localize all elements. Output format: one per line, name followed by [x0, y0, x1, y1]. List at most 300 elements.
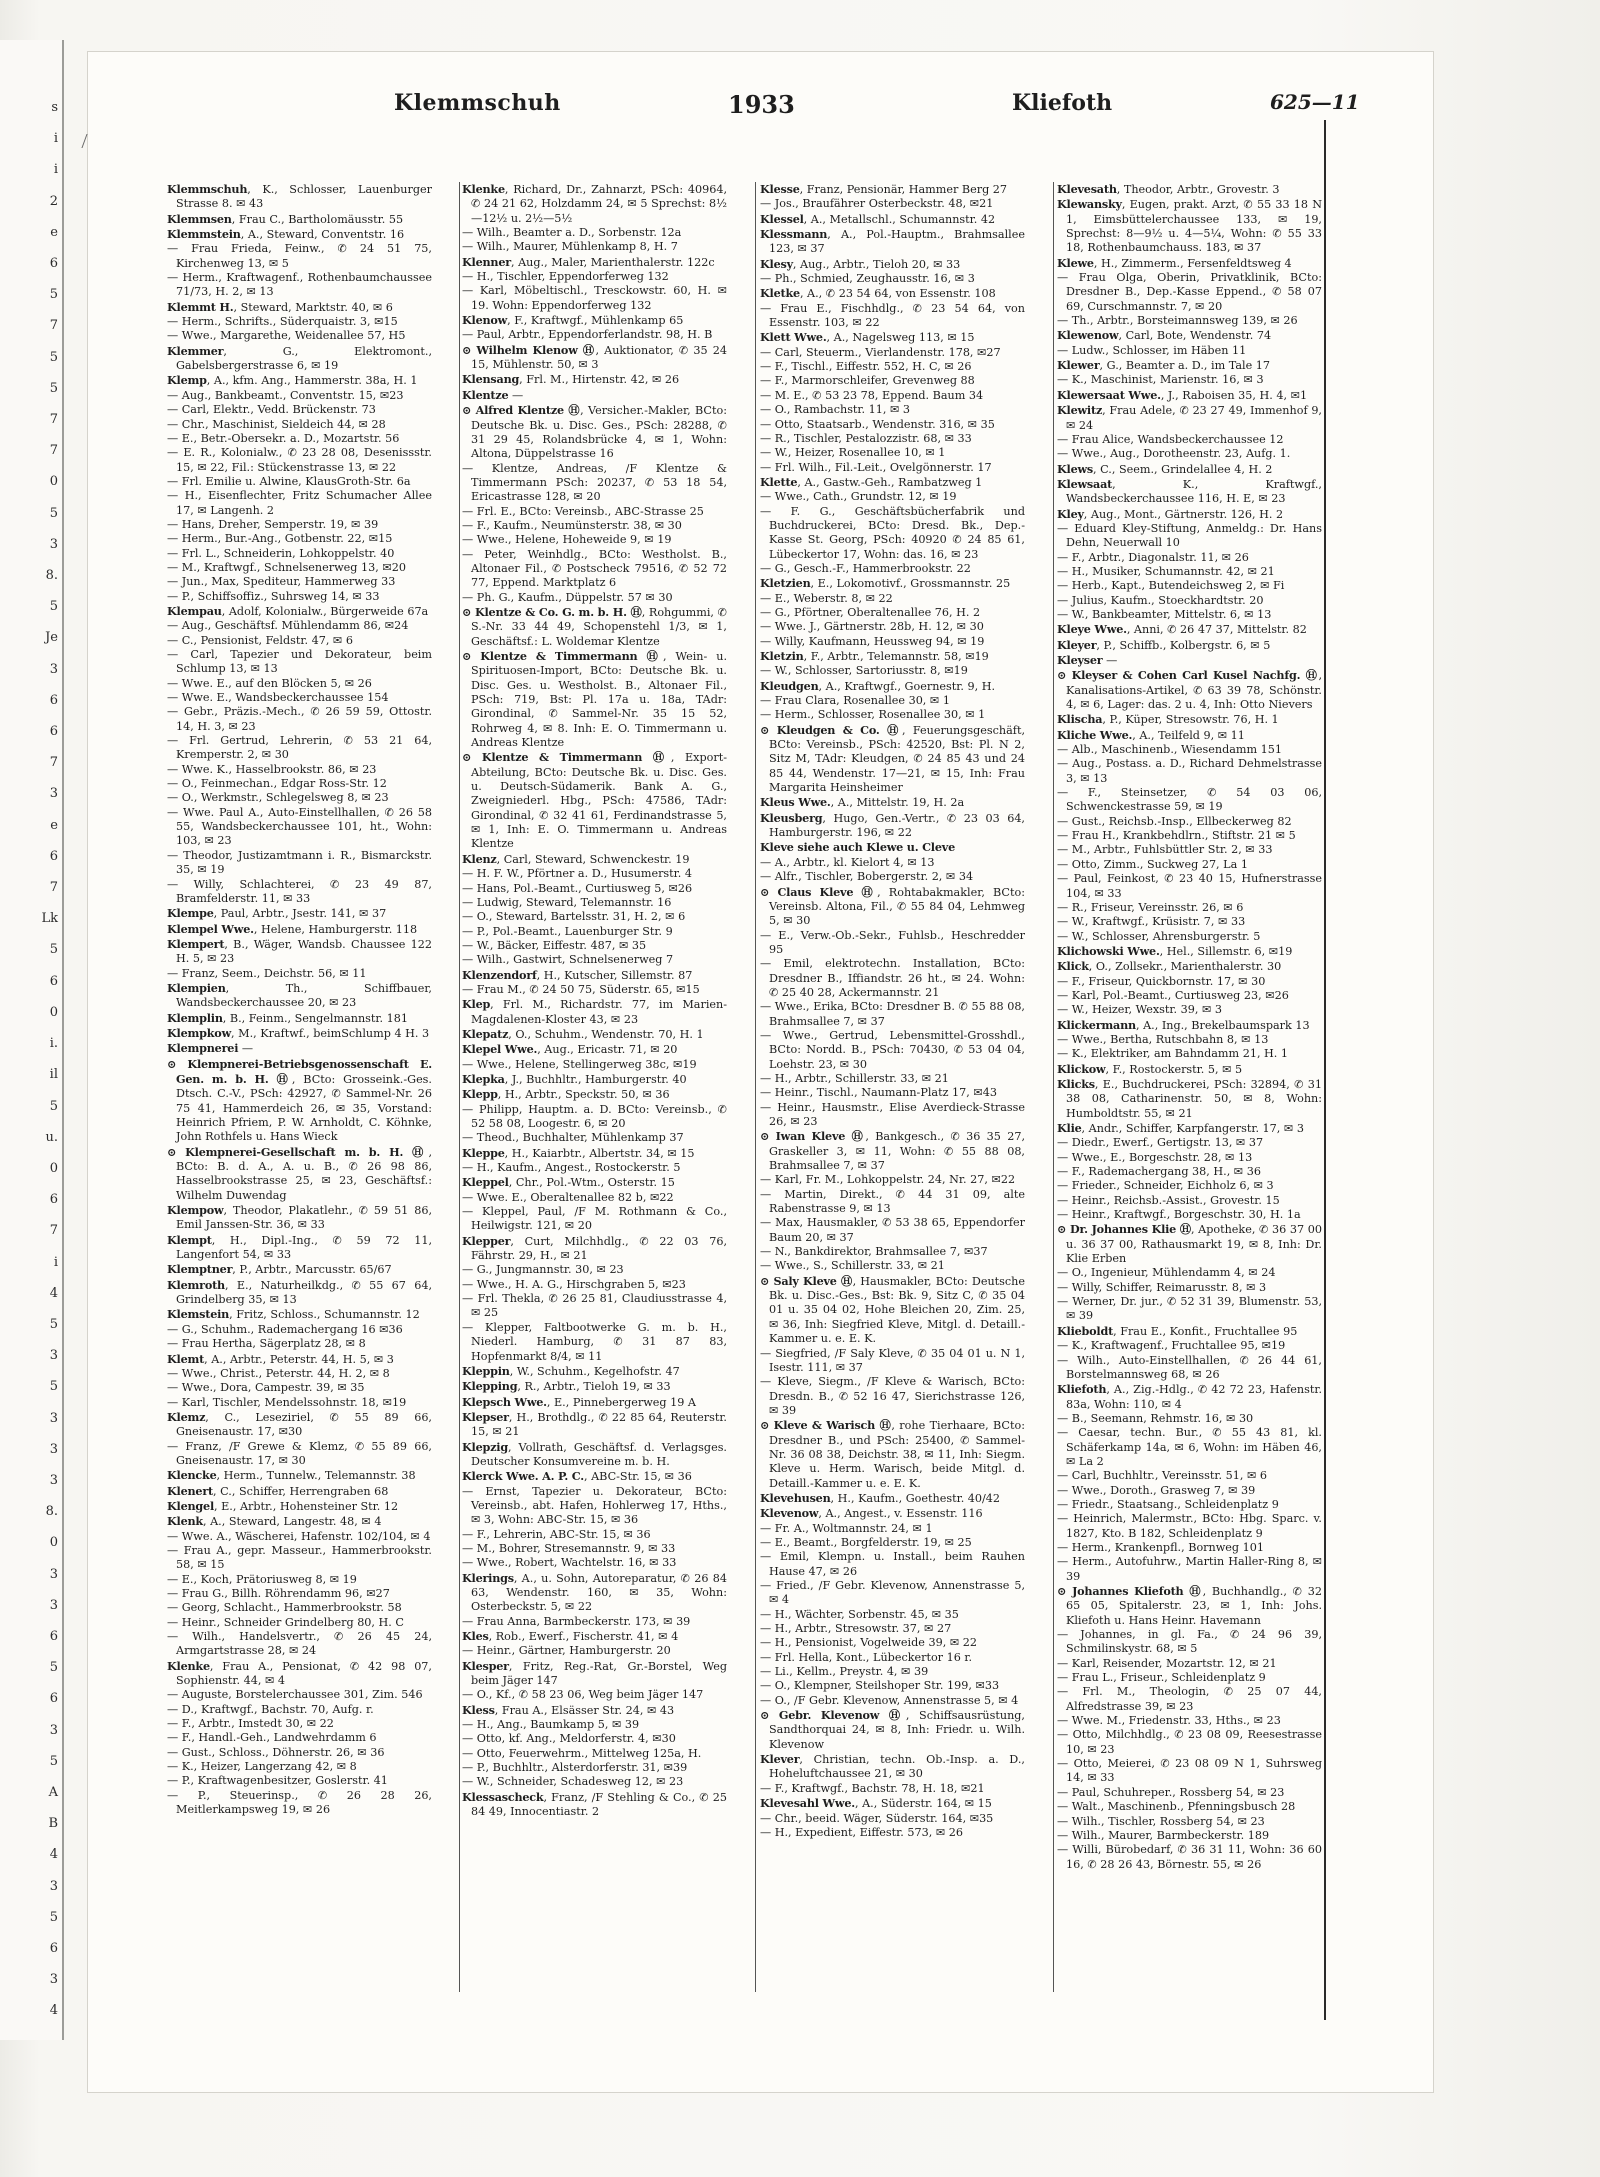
- directory-entry: Klewsaat, K., Kraftwgf., Wandsbeckerchaussee 116, H. E, ✉ 23: [1057, 476, 1322, 506]
- directory-entry: — Peter, Weinhdlg., BCto: Westholst. B., Altonaer Fil., ✆ Postscheck 79516, ✆ 52 72 77, Eppend. Marktplatz 6: [462, 547, 727, 590]
- directory-entry: — Ernst, Tapezier u. Dekorateur, BCto: Vereinsb., abt. Hafen, Hohlerweg 17, Hths., ✉ 3, Wohn: ABC-Str. 15, ✉ 36: [462, 1484, 727, 1527]
- directory-entry: — Karl, Pol.-Beamt., Curtiusweg 23, ✉26: [1057, 988, 1289, 1002]
- directory-entry: — Carl, Tapezier und Dekorateur, beim Schlump 13, ✉ 13: [167, 648, 432, 676]
- margin-fragment: 3: [49, 1472, 58, 1488]
- directory-entry: Klepser, H., Brothdlg., ✆ 22 85 64, Reuterstr. 15, ✉ 21: [462, 1409, 727, 1439]
- directory-entry: — Ph. G., Kaufm., Düppelstr. 57 ✉ 30: [462, 590, 673, 604]
- margin-fragment: Je: [45, 630, 58, 646]
- directory-entry: ⊙ Claus Kleve Ⓗ, Rohtabakmakler, BCto: Vereinsb. Altona, Fil., ✆ 55 84 04, Lehmweg 5, ✉ 30: [760, 884, 1025, 928]
- directory-entry: Klevenow, A., Angest., v. Essenstr. 116: [760, 1506, 983, 1521]
- directory-entry: Klepzig, Vollrath, Geschäftsf. d. Verlagsges. Deutscher Konsumvereine m. b. H.: [462, 1439, 727, 1468]
- directory-entry: — P., Kraftwagenbesitzer, Goslerstr. 41: [167, 1774, 388, 1788]
- directory-entry: — Herm., Schrifts., Süderquaistr. 3, ✉15: [167, 315, 398, 329]
- directory-entry: Klemplin, B., Feinm., Sengelmannstr. 181: [167, 1010, 408, 1025]
- directory-entry: — Frl. L., Schneiderin, Lohkoppelstr. 40: [167, 546, 395, 560]
- margin-fragment: 7: [49, 318, 58, 334]
- directory-entry: — Wilh., Auto-Einstellhallen, ✆ 26 44 61, Borstelmannsweg 68, ✉ 26: [1057, 1353, 1322, 1381]
- directory-entry: — Li., Kellm., Preystr. 4, ✉ 39: [760, 1665, 929, 1679]
- directory-entry: — A., Arbtr., kl. Kielort 4, ✉ 13: [760, 855, 935, 869]
- margin-fragment: 6: [49, 848, 58, 864]
- directory-entry: — O., Feinmechan., Edgar Ross-Str. 12: [167, 777, 387, 791]
- margin-fragment: 3: [49, 1878, 58, 1894]
- directory-entry: — G., Schuhm., Rademachergang 16 ✉36: [167, 1322, 403, 1336]
- directory-entry: Klett Wwe., A., Nagelsweg 113, ✉ 15: [760, 330, 975, 345]
- directory-column-4: [1057, 182, 1322, 1992]
- directory-entry: — O., Kf., ✆ 58 23 06, Weg beim Jäger 147: [462, 1688, 704, 1702]
- directory-entry: — Aug., Postass. a. D., Richard Dehmelstrasse 3, ✉ 13: [1057, 757, 1322, 785]
- directory-entry: — Kleppel, Paul, /F M. Rothmann & Co., Heilwigstr. 121, ✉ 20: [462, 1205, 727, 1233]
- directory-entry: — Paul, Feinkost, ✆ 23 40 15, Hufnerstrasse 104, ✉ 33: [1057, 872, 1322, 900]
- directory-entry: — P., Pol.-Beamt., Lauenburger Str. 9: [462, 924, 673, 938]
- directory-entry: — Wwe., Helene, Hoheweide 9, ✉ 19: [462, 533, 672, 547]
- directory-entry: Kletke, A., ✆ 23 54 64, von Essenstr. 108: [760, 286, 996, 301]
- directory-entry: — Willy, Schlachterei, ✆ 23 49 87, Bramfelderstr. 11, ✉ 33: [167, 877, 432, 905]
- directory-entry: — Fried., /F Gebr. Klevenow, Annenstrasse 5, ✉ 4: [760, 1579, 1025, 1607]
- directory-entry: — Th., Arbtr., Borsteimannsweg 139, ✉ 26: [1057, 314, 1298, 328]
- directory-entry: Klenow, F., Kraftwgf., Mühlenkamp 65: [462, 313, 684, 328]
- directory-entry: — Otto, kf. Ang., Meldorferstr. 4, ✉30: [462, 1732, 676, 1746]
- directory-entry: Klenzendorf, H., Kutscher, Sillemstr. 87: [462, 967, 693, 982]
- directory-entry: Klensang, Frl. M., Hirtenstr. 42, ✉ 26: [462, 372, 680, 387]
- directory-entry: — Julius, Kaufm., Stoeckhardtstr. 20: [1057, 593, 1264, 607]
- directory-entry: Klie, Andr., Schiffer, Karpfangerstr. 17, ✉ 3: [1057, 1121, 1304, 1135]
- directory-entry: — Wwe., S., Schillerstr. 33, ✉ 21: [760, 1259, 945, 1273]
- margin-fragment: 7: [49, 1223, 58, 1239]
- margin-fragment: 6: [49, 1940, 58, 1956]
- directory-entry: Klempel Wwe., Helene, Hamburgerstr. 118: [167, 921, 418, 936]
- margin-fragment: 4: [49, 1847, 58, 1863]
- margin-fragment: Lk: [41, 911, 58, 927]
- directory-entry: — O., Steward, Bartelsstr. 31, H. 2, ✉ 6: [462, 910, 686, 924]
- column-divider: [755, 182, 756, 1992]
- directory-entry: — Alfr., Tischler, Bobergerstr. 2, ✉ 34: [760, 870, 974, 884]
- directory-entry: — Frl. Gertrud, Lehrerin, ✆ 53 21 64, Kremperstr. 2, ✉ 30: [167, 734, 432, 762]
- directory-entry: — Carl, Buchhltr., Vereinsstr. 51, ✉ 6: [1057, 1469, 1268, 1483]
- directory-entry: — O., Klempner, Steilshoper Str. 199, ✉33: [760, 1679, 1000, 1693]
- directory-entry: Klepsch Wwe., E., Pinnebergerweg 19 A: [462, 1394, 697, 1409]
- directory-entry: Klevesahl Wwe., A., Süderstr. 164, ✉ 15: [760, 1796, 992, 1811]
- directory-entry: Klepp, H., Arbtr., Speckstr. 50, ✉ 36: [462, 1087, 670, 1102]
- directory-entry: — Auguste, Borstelerchaussee 301, Zim. 546: [167, 1688, 423, 1702]
- directory-entry: ⊙ Klempnerei-Betriebsgenossenschaft E. Gen. m. b. H. Ⓗ, BCto: Grosseink.-Ges. Dtsch. C.-V., PSch: 42927, ✆ Sammel-Nr. 26 75 41, Hammerdeich 26, ✉ 35, Vorstand: Heinrich Pfriem, P. W. Arnholdt, C. Köhnke, John Rothfels u. Hans Wieck: [167, 1056, 432, 1144]
- directory-entry: — Klentze, Andreas, /F Klentze & Timmermann PSch: 20237, ✆ 53 18 54, Ericastrasse 128, ✉ 20: [462, 461, 727, 504]
- directory-entry: ⊙ Kleyser & Cohen Carl Kusel Nachfg. Ⓗ, Kanalisations-Artikel, ✆ 63 39 78, Schönstr. 4, ✉ 6, Lager: das. 2 u. 4, Inh: Otto Nievers: [1057, 668, 1322, 712]
- directory-entry: Kley, Aug., Mont., Gärtnerstr. 126, H. 2: [1057, 506, 1284, 521]
- directory-entry: Klempien, Th., Schiffbauer, Wandsbeckerchaussee 20, ✉ 23: [167, 980, 432, 1010]
- directory-entry: — Frau Frieda, Feinw., ✆ 24 51 75, Kirchenweg 13, ✉ 5: [167, 242, 432, 270]
- margin-fragment: s: [51, 100, 58, 115]
- directory-entry: — Johannes, in gl. Fa., ✆ 24 96 39, Schmilinskystr. 68, ✉ 5: [1057, 1628, 1322, 1656]
- directory-entry: — H., Arbtr., Stresowstr. 37, ✉ 27: [760, 1622, 952, 1636]
- directory-entry: — Fr. A., Woltmannstr. 24, ✉ 1: [760, 1521, 933, 1535]
- directory-entry: Klemroth, E., Naturheilkdg., ✆ 55 67 64, Grindelberg 35, ✉ 13: [167, 1277, 432, 1307]
- directory-entry: Klessmann, A., Pol.-Hauptm., Brahmsallee 123, ✉ 37: [760, 227, 1025, 256]
- margin-fragment: 7: [49, 412, 58, 428]
- directory-entry: — Theodor, Justizamtmann i. R., Bismarckstr. 35, ✉ 19: [167, 848, 432, 877]
- directory-entry: — Wilh., Maurer, Mühlenkamp 8, H. 7: [462, 240, 678, 254]
- directory-entry: — R., Tischler, Pestalozzistr. 68, ✉ 33: [760, 431, 972, 445]
- directory-entry: — O., Rambachstr. 11, ✉ 3: [760, 403, 911, 417]
- directory-entry: — M., Arbtr., Fuhlsbüttler Str. 2, ✉ 33: [1057, 843, 1273, 857]
- directory-entry: — Heinr., Tischl., Naumann-Platz 17, ✉43: [760, 1086, 998, 1100]
- directory-entry: — Karl, Fr. M., Lohkoppelstr. 24, Nr. 27, ✉22: [760, 1173, 1016, 1187]
- directory-entry: — Frl. Thekla, ✆ 26 25 81, Claudiusstrasse 4, ✉ 25: [462, 1292, 727, 1320]
- directory-entry: — E., Koch, Prätoriusweg 8, ✉ 19: [167, 1572, 357, 1586]
- directory-entry: — Emil, Klempn. u. Install., beim Rauhen Hause 47, ✉ 26: [760, 1550, 1025, 1578]
- directory-entry: Klicks, E., Buchdruckerei, PSch: 32894, ✆ 31 38 08, Catharinenstr. 50, ✉ 8, Wohn: Humboldtstr. 55, ✉ 21: [1057, 1076, 1322, 1120]
- directory-entry: — Wwe., Aug., Dorotheenstr. 23, Aufg. 1.: [1057, 447, 1291, 461]
- directory-entry: — F., Tischl., Eiffestr. 552, H. C, ✉ 26: [760, 360, 972, 374]
- directory-entry: — Frau E., Fischhdlg., ✆ 23 54 64, von Essenstr. 103, ✉ 22: [760, 301, 1025, 330]
- directory-column-2: [462, 182, 727, 1992]
- margin-fragment: 0: [49, 474, 58, 490]
- directory-entry: — F., Handl.-Geh., Landwehrdamm 6: [167, 1731, 377, 1745]
- directory-entry: — Kleve, Siegm., /F Kleve & Warisch, BCto: Dresdn. B., ✆ 52 16 47, Sierichstrasse 126, ✉ 39: [760, 1375, 1025, 1417]
- directory-entry: — Heinr., Gärtner, Hamburgerstr. 20: [462, 1644, 671, 1658]
- directory-entry: — K., Elektriker, am Bahndamm 21, H. 1: [1057, 1047, 1289, 1061]
- directory-entry: — Franz, /F Grewe & Klemz, ✆ 55 89 66, Gneisenaustr. 17, ✉ 30: [167, 1439, 432, 1467]
- directory-entry: — Herm., Bur.-Ang., Gotbenstr. 22, ✉15: [167, 532, 393, 546]
- directory-entry: — K., Kraftwagenf., Fruchtallee 95, ✉19: [1057, 1339, 1286, 1353]
- directory-entry: Kliche Wwe., A., Teilfeld 9, ✉ 11: [1057, 727, 1245, 742]
- margin-fragment: 5: [49, 1909, 58, 1925]
- directory-entry: — Karl, Reisender, Mozartstr. 12, ✉ 21: [1057, 1656, 1277, 1670]
- directory-entry: — E., Weberstr. 8, ✉ 22: [760, 591, 893, 605]
- directory-entry: — Wwe. K., Hasselbrookstr. 86, ✉ 23: [167, 762, 377, 776]
- directory-entry: Klemstein, Fritz, Schloss., Schumannstr. 12: [167, 1307, 420, 1322]
- directory-entry: Klenner, Aug., Maler, Marienthalerstr. 122c: [462, 254, 715, 269]
- directory-entry: — Frl. Hella, Kont., Lübeckertor 16 r.: [760, 1650, 973, 1664]
- directory-entry: Klenke, Richard, Dr., Zahnarzt, PSch: 40964, ✆ 24 21 62, Holzdamm 24, ✉ 5 Sprechst: 8½—12½ u. 2½—5½: [462, 182, 727, 225]
- directory-entry: — Wilh., Handelsvertr., ✆ 26 45 24, Armgartstrasse 28, ✉ 24: [167, 1630, 432, 1658]
- directory-entry: — E. R., Kolonialw., ✆ 23 28 08, Desenissstr. 15, ✉ 22, Fil.: Stückenstrasse 13, ✉ 22: [167, 446, 432, 474]
- margin-fragment: 7: [49, 755, 58, 771]
- directory-entry: Klesper, Fritz, Reg.-Rat, Gr.-Borstel, Weg beim Jäger 147: [462, 1658, 727, 1688]
- directory-entry: Klieboldt, Frau E., Konfit., Fruchtallee 95: [1057, 1323, 1298, 1338]
- directory-entry: — Karl, Tischler, Mendelssohnstr. 18, ✉19: [167, 1395, 407, 1409]
- directory-entry: Klevesath, Theodor, Arbtr., Grovestr. 3: [1057, 182, 1280, 196]
- directory-entry: Klemmt H., Steward, Marktstr. 40, ✉ 6: [167, 299, 393, 314]
- directory-entry: Kletzin, F., Arbtr., Telemannstr. 58, ✉19: [760, 649, 989, 663]
- directory-entry: — H., Eisenflechter, Fritz Schumacher Allee 17, ✉ Langenh. 2: [167, 489, 432, 517]
- directory-entry: — Paul, Arbtr., Eppendorferlandstr. 98, H. B: [462, 328, 713, 342]
- margin-fragment: 5: [49, 1098, 58, 1114]
- directory-entry: Klewersaat Wwe., J., Raboisen 35, H. 4, ✉1: [1057, 387, 1308, 402]
- directory-entry: — Wwe., E., Borgeschstr. 28, ✉ 13: [1057, 1150, 1253, 1164]
- directory-entry: — E., Betr.-Obersekr. a. D., Mozartstr. 56: [167, 431, 400, 445]
- margin-fragment: i: [53, 131, 58, 147]
- directory-entry: — K., Maschinist, Marienstr. 16, ✉ 3: [1057, 373, 1264, 387]
- directory-entry: Klepping, R., Arbtr., Tieloh 19, ✉ 33: [462, 1379, 671, 1394]
- directory-entry: Klemmer, G., Elektromont., Gabelsbergerstrasse 6, ✉ 19: [167, 343, 432, 373]
- directory-entry: Kleus Wwe., A., Mittelstr. 19, H. 2a: [760, 795, 965, 810]
- directory-entry: — Wilh., Tischler, Rossberg 54, ✉ 23: [1057, 1814, 1265, 1828]
- directory-entry: Klemmschuh, K., Schlosser, Lauenburger Strasse 8. ✉ 43: [167, 182, 432, 211]
- directory-entry: — F., Steinsetzer, ✆ 54 03 06, Schwenckestrasse 59, ✉ 19: [1057, 786, 1322, 814]
- directory-entry: Kletzien, E., Lokomotivf., Grossmannstr. 25: [760, 576, 1011, 591]
- directory-entry: — Chr., beeid. Wäger, Süderstr. 164, ✉35: [760, 1811, 994, 1825]
- directory-entry: — Wwe. A., Wäscherei, Hafenstr. 102/104, ✉ 4: [167, 1529, 431, 1543]
- directory-entry: Klerck Wwe. A. P. C., ABC-Str. 15, ✉ 36: [462, 1469, 692, 1484]
- directory-entry: — Caesar, techn. Bur., ✆ 55 43 81, kl. Schäferkamp 14a, ✉ 6, Wohn: im Häben 46, ✉ La 2: [1057, 1426, 1322, 1468]
- directory-entry: Klempkow, M., Kraftwf., beimSchlump 4 H. 3: [167, 1025, 430, 1040]
- directory-entry: — W., Bankbeamter, Mittelstr. 6, ✉ 13: [1057, 607, 1272, 621]
- directory-entry: — Heinr., Reichsb.-Assist., Grovestr. 15: [1057, 1193, 1280, 1207]
- directory-entry: Klews, C., Seem., Grindelallee 4, H. 2: [1057, 461, 1273, 476]
- directory-entry: Klessascheck, Franz, /F Stehling & Co., ✆ 25 84 49, Innocentiastr. 2: [462, 1789, 727, 1819]
- directory-entry: — Wwe., Bertha, Rutschbahn 8, ✉ 13: [1057, 1032, 1269, 1046]
- directory-entry: Klepka, J., Buchhltr., Hamburgerstr. 40: [462, 1071, 687, 1086]
- directory-entry: Kleye Wwe., Anni, ✆ 26 47 37, Mittelstr. 82: [1057, 622, 1307, 637]
- directory-entry: Kliefoth, A., Zig.-Hdlg., ✆ 42 72 23, Hafenstr. 83a, Wohn: 110, ✉ 4: [1057, 1382, 1322, 1411]
- directory-entry: — Frau A., gepr. Masseur., Hammerbrookstr. 58, ✉ 15: [167, 1543, 432, 1572]
- directory-entry: — Aug., Bankbeamt., Conventstr. 15, ✉23: [167, 388, 404, 402]
- directory-entry: — W., Heizer, Rosenallee 10, ✉ 1: [760, 446, 946, 460]
- directory-entry: — Martin, Direkt., ✆ 44 31 09, alte Rabenstrasse 9, ✉ 13: [760, 1187, 1025, 1216]
- directory-entry: — Herm., Schlosser, Rosenallee 30, ✉ 1: [760, 708, 986, 722]
- directory-entry: — O., /F Gebr. Klevenow, Annenstrasse 5, ✉ 4: [760, 1693, 1019, 1707]
- margin-fragment: 5: [49, 380, 58, 396]
- directory-entry: — M. E., ✆ 53 23 78, Eppend. Baum 34: [760, 388, 984, 402]
- directory-entry: — F., Arbtr., Diagonalstr. 11, ✉ 26: [1057, 550, 1249, 564]
- directory-entry: Klep, Frl. M., Richardstr. 77, im Marien-Magdalenen-Kloster 43, ✉ 23: [462, 997, 727, 1026]
- directory-entry: — Wilh., Maurer, Barmbeckerstr. 189: [1057, 1828, 1270, 1842]
- directory-entry: — Frieder., Schneider, Eichholz 6, ✉ 3: [1057, 1179, 1274, 1193]
- margin-fragment: 6: [49, 1628, 58, 1644]
- margin-fragment: 0: [49, 1160, 58, 1176]
- directory-entry: Klewitz, Frau Adele, ✆ 23 27 49, Immenhof 9, ✉ 24: [1057, 403, 1322, 432]
- page-header: [312, 90, 1360, 130]
- directory-entry: ⊙ Iwan Kleve Ⓗ, Bankgesch., ✆ 36 35 27, Graskeller 3, ✉ 11, Wohn: ✆ 55 88 08, Brahmsallee 7, ✉ 37: [760, 1129, 1025, 1173]
- directory-entry: — Wwe. Paul A., Auto-Einstellhallen, ✆ 26 58 55, Wandsbeckerchaussee 101, ht., Wohn: 103, ✉ 23: [167, 805, 432, 848]
- directory-entry: Klempow, Theodor, Plakatlehr., ✆ 59 51 86, Emil Janssen-Str. 36, ✉ 33: [167, 1203, 432, 1232]
- directory-entry: — Alb., Maschinenb., Wiesendamm 151: [1057, 743, 1283, 757]
- directory-entry: — P., Steuerinsp., ✆ 26 28 26, Meitlerkampsweg 19, ✉ 26: [167, 1788, 432, 1817]
- directory-entry: — F., Friseur, Quickbornstr. 17, ✉ 30: [1057, 974, 1266, 988]
- directory-entry: — Heinrich, Malermstr., BCto: Hbg. Sparc. v. 1827, Kto. B 182, Schleidenplatz 9: [1057, 1512, 1322, 1540]
- directory-entry: ⊙ Wilhelm Klenow Ⓗ, Auktionator, ✆ 35 24 15, Mühlenstr. 50, ✉ 3: [462, 342, 727, 372]
- directory-entry: Kleudgen, A., Kraftwgf., Goernestr. 9, H.: [760, 678, 996, 693]
- directory-entry: Klemmsen, Frau C., Bartholomäusstr. 55: [167, 211, 404, 226]
- margin-fragment: i.: [49, 1036, 58, 1052]
- margin-fragment: il: [49, 1067, 58, 1083]
- margin-fragment: 0: [49, 1004, 58, 1020]
- margin-fragment: 7: [49, 880, 58, 896]
- directory-entry: — Walt., Maschinenb., Pfenningsbusch 28: [1057, 1800, 1296, 1814]
- directory-entry: Klemmstein, A., Steward, Conventstr. 16: [167, 227, 405, 242]
- directory-entry: — H., Wächter, Sorbenstr. 45, ✉ 35: [760, 1607, 959, 1621]
- directory-entry: — W., Bäcker, Eiffestr. 487, ✉ 35: [462, 938, 647, 952]
- margin-fragment: 3: [49, 1972, 58, 1988]
- directory-entry: — Frau H., Krankbehdlrn., Stiftstr. 21 ✉ 5: [1057, 829, 1296, 843]
- directory-entry: — Otto, Milchhdlg., ✆ 23 08 09, Reesestrasse 10, ✉ 23: [1057, 1728, 1322, 1756]
- margin-fragment: 3: [49, 1348, 58, 1364]
- directory-entry: — Frau L., Friseur., Schleidenplatz 9: [1057, 1671, 1266, 1685]
- directory-entry: — K., Heizer, Langerzang 42, ✉ 8: [167, 1760, 357, 1774]
- directory-entry: Klewansky, Eugen, prakt. Arzt, ✆ 55 33 18 N 1, Eimsbüttelerchaussee 133, ✉ 19, Sprechst: 8—9½ u. 4—5¼, Wohn: ✆ 55 33 18, Rothenbaumchauss. 183, ✉ 37: [1057, 197, 1322, 255]
- margin-fragment: 0: [49, 1535, 58, 1551]
- margin-fragment: e: [50, 817, 58, 833]
- directory-entry: — F., Marmorschleifer, Grevenweg 88: [760, 374, 975, 388]
- margin-fragment: 6: [49, 1192, 58, 1208]
- directory-entry: — H., Kaufm., Angest., Rostockerstr. 5: [462, 1161, 681, 1175]
- margin-fragment: 3: [49, 1597, 58, 1613]
- margin-fragment: 4: [49, 2003, 58, 2019]
- directory-entry: — Wwe., Christ., Peterstr. 44, H. 2, ✉ 8: [167, 1366, 390, 1380]
- directory-entry: — M., Kraftwgf., Schnelsenerweg 13, ✉20: [167, 560, 406, 574]
- directory-entry: — Otto, Meierei, ✆ 23 08 09 N 1, Suhrsweg 14, ✉ 33: [1057, 1757, 1322, 1785]
- directory-entry: — Wwe., Doroth., Grasweg 7, ✉ 39: [1057, 1483, 1256, 1497]
- directory-column-3: [760, 182, 1025, 1992]
- directory-entry: Klevehusen, H., Kaufm., Goethestr. 40/42: [760, 1490, 1001, 1505]
- header-page-number: 625—11: [1270, 90, 1360, 114]
- directory-entry: Klichowski Wwe., Hel., Sillemstr. 6, ✉19: [1057, 943, 1293, 958]
- directory-entry: — H., Arbtr., Schillerstr. 33, ✉ 21: [760, 1071, 949, 1085]
- directory-entry: — H., Musiker, Schumannstr. 42, ✉ 21: [1057, 564, 1275, 578]
- directory-entry: — Wwe., Cath., Grundstr. 12, ✉ 19: [760, 490, 957, 504]
- directory-entry: — F., Kraftwgf., Bachstr. 78, H. 18, ✉21: [760, 1781, 985, 1795]
- margin-fragment: 5: [49, 505, 58, 521]
- directory-entry: — Wwe., H. A. G., Hirschgraben 5, ✉23: [462, 1277, 686, 1291]
- directory-entry: Klischa, P., Küper, Stresowstr. 76, H. 1: [1057, 712, 1279, 727]
- directory-entry: — Wwe., Erika, BCto: Dresdner B. ✆ 55 88 08, Brahmsallee 7, ✉ 37: [760, 1000, 1025, 1028]
- directory-entry: — Frau Alice, Wandsbeckerchaussee 12: [1057, 432, 1284, 446]
- directory-entry: ⊙ Dr. Johannes Klie Ⓗ, Apotheke, ✆ 36 37 00 u. 36 37 00, Rathausmarkt 19, ✉ 8, Inh: Dr. Klie Erben: [1057, 1222, 1322, 1266]
- directory-entry: — H., Ang., Baumkamp 5, ✉ 39: [462, 1718, 640, 1732]
- directory-entry: — Otto, Zimm., Suckweg 27, La 1: [1057, 857, 1248, 871]
- margin-fragment: 3: [49, 1410, 58, 1426]
- directory-entry: Klempt, H., Dipl.-Ing., ✆ 59 72 11, Langenfort 54, ✉ 33: [167, 1232, 432, 1262]
- margin-fragment: 8.: [45, 568, 58, 584]
- directory-entry: — O., Werkmstr., Schlegelsweg 8, ✉ 23: [167, 791, 389, 805]
- directory-entry: ⊙ Saly Kleve Ⓗ, Hausmakler, BCto: Deutsche Bk. u. Disc.-Ges., Bst: Bk. 9, Sitz C, ✆ 35 04 01 u. 35 04 02, Hohe Bleichen 20, Zim. 25, ✉ 36, Inh: Siegfried Kleve, Mitgl. d. Detaill.-Kammer u. e. E. K.: [760, 1273, 1025, 1346]
- directory-entry: — Herb., Kapt., Butendeichsweg 2, ✉ Fi: [1057, 579, 1285, 593]
- directory-entry: Klempnerei —: [167, 1041, 254, 1056]
- margin-fragment: 5: [49, 1379, 58, 1395]
- directory-entry: — Franz, Seem., Deichstr. 56, ✉ 11: [167, 966, 367, 980]
- margin-fragment: 3: [49, 536, 58, 552]
- directory-entry: — Frl. M., Theologin, ✆ 25 07 44, Alfredstrasse 39, ✉ 23: [1057, 1685, 1322, 1713]
- margin-fragment: 6: [49, 724, 58, 740]
- directory-entry: Klepper, Curt, Milchhdlg., ✆ 22 03 76, Fährstr. 29, H., ✉ 21: [462, 1233, 727, 1263]
- directory-entry: — Carl, Elektr., Vedd. Brückenstr. 73: [167, 403, 376, 417]
- margin-fragment: 5: [49, 1753, 58, 1769]
- directory-entry: Klette, A., Gastw.-Geh., Rambatzweg 1: [760, 474, 983, 489]
- directory-entry: — Wwe. E., Oberaltenallee 82 b, ✉22: [462, 1190, 674, 1204]
- directory-entry: — Hans, Pol.-Beamt., Curtiusweg 5, ✉26: [462, 881, 693, 895]
- directory-entry: — Otto, Staatsarb., Wendenstr. 316, ✉ 35: [760, 417, 995, 431]
- directory-entry: Klempert, B., Wäger, Wandsb. Chaussee 122 H. 5, ✉ 23: [167, 936, 432, 966]
- directory-entry: — Wilh., Beamter a. D., Sorbenstr. 12a: [462, 226, 682, 240]
- directory-entry: — C., Pensionist, Feldstr. 47, ✉ 6: [167, 633, 353, 647]
- margin-fragment: 6: [49, 692, 58, 708]
- directory-entry: Klerings, A., u. Sohn, Autoreparatur, ✆ 26 84 63, Wendenstr. 160, ✉ 35, Wohn: Osterbeckstr. 5, ✉ 22: [462, 1570, 727, 1614]
- column-divider: [1053, 182, 1054, 1992]
- directory-entry: — Wilh., Gastwirt, Schnelsenerweg 7: [462, 953, 674, 967]
- margin-fragment: 5: [49, 599, 58, 615]
- directory-entry: — Paul, Schuhreper., Rossberg 54, ✉ 23: [1057, 1785, 1285, 1799]
- directory-entry: ⊙ Gebr. Klevenow Ⓗ, Schiffsausrüstung, Sandthorquai 24, ✉ 8, Inh: Friedr. u. Wilh. Klevenow: [760, 1708, 1025, 1751]
- directory-entry: — Frau M., ✆ 24 50 75, Süderstr. 65, ✉15: [462, 982, 700, 996]
- directory-entry: — E., Beamt., Borgfelderstr. 19, ✉ 25: [760, 1535, 972, 1549]
- directory-entry: Klewe, H., Zimmerm., Fersenfeldtsweg 4: [1057, 255, 1292, 270]
- directory-entry: — W., Kraftwgf., Krüsistr. 7, ✉ 33: [1057, 915, 1246, 929]
- directory-entry: — F., Arbtr., Imstedt 30, ✉ 22: [167, 1717, 334, 1731]
- directory-entry: ⊙ Klentze & Timmermann Ⓗ, Export-Abteilung, BCto: Deutsche Bk. u. Disc. Ges. u. Deutsch-Südamerik. Bank A. G., Zweigniederl. Hbg., PSch: 47586, TAdr: Girondinal, ✆ 32 41 61, Ferdinandstrasse 5, ✉ 1, Inh: E. O. Timmermann u. Andreas Klentze: [462, 750, 727, 851]
- directory-entry: Kleppe, H., Kaiarbtr., Albertstr. 34, ✉ 15: [462, 1145, 695, 1160]
- directory-entry: — Werner, Dr. jur., ✆ 52 31 39, Blumenstr. 53, ✉ 39: [1057, 1295, 1322, 1323]
- directory-entry: — Max, Hausmakler, ✆ 53 38 65, Eppendorfer Baum 20, ✉ 37: [760, 1216, 1025, 1244]
- directory-entry: — R., Friseur, Vereinsstr. 26, ✉ 6: [1057, 900, 1244, 914]
- directory-entry: — Frau G., Billh. Röhrendamm 96, ✉27: [167, 1587, 390, 1600]
- directory-entry: — G., Gesch.-F., Hammerbrookstr. 22: [760, 561, 971, 575]
- previous-page-margin: [0, 40, 64, 2040]
- directory-entry: Klenert, C., Schiffer, Herrengraben 68: [167, 1483, 389, 1498]
- directory-entry: Kleyer, P., Schiffb., Kolbergstr. 6, ✉ 5: [1057, 637, 1271, 652]
- directory-entry: — Hans, Dreher, Semperstr. 19, ✉ 39: [167, 517, 379, 531]
- directory-entry: Klickow, F., Rostockerstr. 5, ✉ 5: [1057, 1061, 1243, 1076]
- directory-entry: — Frau Olga, Oberin, Privatklinik, BCto: Dresdner B., Dep.-Kasse Eppend., ✆ 58 07 69, Curschmannstr. 7, ✉ 20: [1057, 271, 1322, 313]
- directory-entry: — Heinr., Schneider Grindelberg 80, H. C: [167, 1615, 404, 1629]
- directory-entry: — Willy, Kaufmann, Heussweg 94, ✉ 19: [760, 634, 985, 648]
- margin-fragment: 5: [49, 1316, 58, 1332]
- directory-entry: — Frau Clara, Rosenallee 30, ✉ 1: [760, 694, 950, 708]
- directory-column-1: [167, 182, 432, 1992]
- directory-entry: — Willi, Bürobedarf, ✆ 36 31 11, Wohn: 36 60 16, ✆ 28 26 43, Börnestr. 55, ✉ 26: [1057, 1843, 1322, 1871]
- directory-entry: ⊙ Johannes Kliefoth Ⓗ, Buchhandlg., ✆ 32 65 05, Spitalerstr. 23, ✉ 1, Inh: Johs. Kliefoth u. Hans Heinr. Havemann: [1057, 1584, 1322, 1627]
- margin-fragment: 7: [49, 443, 58, 459]
- directory-entry: Klesse, Franz, Pensionär, Hammer Berg 27: [760, 182, 1008, 196]
- directory-entry: ⊙ Kleve & Warisch Ⓗ, rohe Tierhaare, BCto: Dresdner B., und PSch: 25400, ✆ Sammel-Nr. 36 08 38, Deichstr. 38, ✉ 11, Inh: Siegm. Kleve u. Herm. Warisch, beide Mitgl. d. Detaill.-Kammer u. e. E. K.: [760, 1418, 1025, 1490]
- page-edge-rule: [1324, 120, 1326, 2020]
- header-year: 1933: [728, 90, 795, 119]
- directory-entry: Klenz, Carl, Steward, Schwenckestr. 19: [462, 851, 690, 866]
- directory-entry: Kleppin, W., Schuhm., Kegelhofstr. 47: [462, 1363, 680, 1378]
- directory-entry: — Philipp, Hauptm. a. D. BCto: Vereinsb., ✆ 52 58 08, Loogestr. 6, ✉ 20: [462, 1102, 727, 1130]
- directory-entry: ⊙ Klentze & Timmermann Ⓗ, Wein- u. Spirituosen-Import, BCto: Deutsche Bk. u. Disc. Ges. u. Westholst. B., Altonaer Fil., PSch: 719, Bst: Pl. 17a u. 18a, TAdr: Girondinal, ✆ Sammel-Nr. 35 15 52, Rohrweg 4, ✉ 8. Inh: E. O. Timmermann u. Andreas Klentze: [462, 649, 727, 750]
- directory-entry: — Klepper, Faltbootwerke G. m. b. H., Niederl. Hamburg, ✆ 31 87 83, Hopfenmarkt 8/4, ✉ 11: [462, 1320, 727, 1363]
- directory-entry: — H., Pensionist, Vogelweide 39, ✉ 22: [760, 1636, 977, 1650]
- directory-entry: Kles, Rob., Ewerf., Fischerstr. 41, ✉ 4: [462, 1629, 679, 1644]
- directory-entry: Klemptner, P., Arbtr., Marcusstr. 65/67: [167, 1262, 392, 1277]
- directory-entry: — Heinr., Hausmstr., Elise Averdieck-Strasse 26, ✉ 23: [760, 1100, 1025, 1128]
- margin-fragment: 5: [49, 1660, 58, 1676]
- directory-entry: — Karl, Möbeltischl., Tresckowstr. 60, H. ✉ 19. Wohn: Eppendorferweg 132: [462, 284, 727, 312]
- directory-entry: — G., Jungmannstr. 30, ✉ 23: [462, 1263, 624, 1277]
- directory-entry: Klepel Wwe., Aug., Ericastr. 71, ✉ 20: [462, 1042, 678, 1057]
- directory-entry: — Wwe., Margarethe, Weidenallee 57, H5: [167, 329, 406, 343]
- margin-fragment: i: [53, 1254, 58, 1270]
- directory-entry: — Georg, Schlacht., Hammerbrookstr. 58: [167, 1601, 402, 1615]
- directory-entry: Klesy, Aug., Arbtr., Tieloh 20, ✉ 33: [760, 256, 961, 271]
- header-left-keyword: Klemmschuh: [394, 90, 561, 116]
- column-divider: [459, 182, 460, 1992]
- directory-entry: — Heinr., Kraftwgf., Borgeschstr. 30, H. 1a: [1057, 1208, 1301, 1222]
- directory-entry: — Wwe., Dora, Campestr. 39, ✉ 35: [167, 1381, 365, 1395]
- directory-entry: — W., Schlosser, Sartoriusstr. 8, ✉19: [760, 664, 968, 678]
- directory-entry: — Theod., Buchhalter, Mühlenkamp 37: [462, 1131, 684, 1145]
- directory-entry: Kless, Frau A., Elsässer Str. 24, ✉ 43: [462, 1702, 675, 1717]
- margin-fragment: 5: [49, 942, 58, 958]
- directory-entry: — Frl. Wilh., Fil.-Leit., Ovelgönnerstr. 17: [760, 460, 992, 474]
- directory-entry: — Wwe. E., Wandsbeckerchaussee 154: [167, 691, 389, 705]
- directory-entry: — M., Bohrer, Stresemannstr. 9, ✉ 33: [462, 1541, 676, 1555]
- directory-entry: Klewenow, Carl, Bote, Wendenstr. 74: [1057, 328, 1272, 343]
- directory-entry: Klemz, C., Leseziriel, ✆ 55 89 66, Gneisenaustr. 17, ✉30: [167, 1409, 432, 1439]
- directory-entry: — Wwe., Helene, Stellingerweg 38c, ✉19: [462, 1057, 697, 1071]
- directory-entry: — Aug., Geschäftsf. Mühlendamm 86, ✉24: [167, 619, 409, 633]
- directory-entry: Klewer, G., Beamter a. D., im Tale 17: [1057, 358, 1271, 373]
